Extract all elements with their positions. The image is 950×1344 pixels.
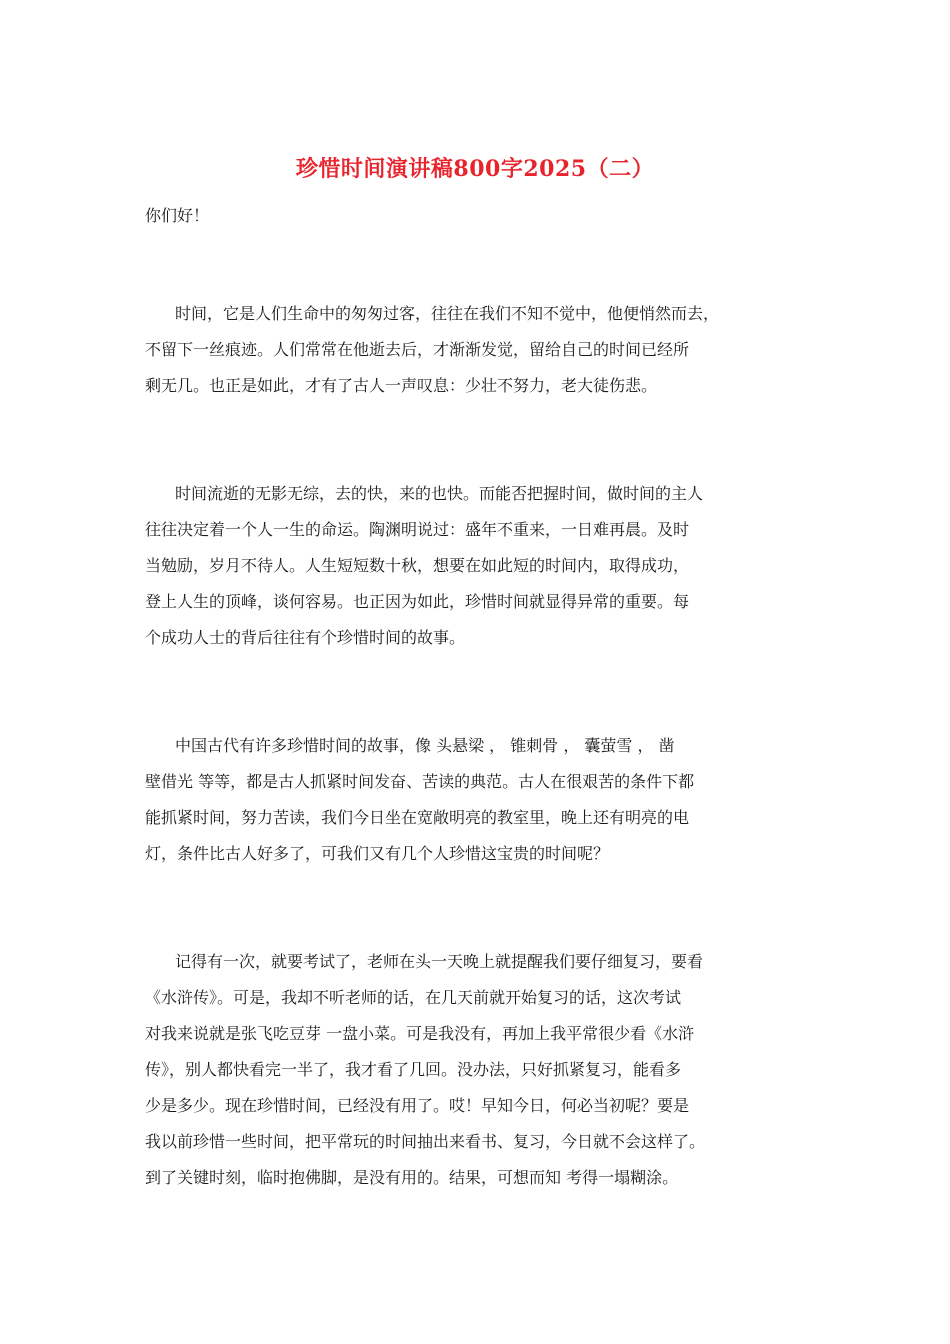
document-title: 珍惜时间演讲稿800字2025（二） xyxy=(295,156,655,182)
greeting: 你们好！ xyxy=(145,206,210,225)
paragraph-line: 少是多少。现在珍惜时间，已经没有用了。哎！早知今日，何必当初呢？要是 xyxy=(145,1096,690,1115)
paragraph-line: 传》，别人都快看完一半了，我才看了几回。没办法，只好抓紧复习，能看多 xyxy=(145,1060,682,1079)
paragraph-line: 时间，它是人们生命中的匆匆过客，往往在我们不知不觉中，他便悄然而去， xyxy=(175,304,720,323)
paragraph-line: 《水浒传》。可是，我却不听老师的话，在几天前就开始复习的话，这次考试 xyxy=(145,988,682,1007)
paragraph-line: 我以前珍惜一些时间，把平常玩的时间抽出来看书、复习，今日就不会这样了。 xyxy=(145,1132,706,1151)
paragraph-line: 往往决定着一个人一生的命运。陶渊明说过：盛年不重来，一日难再晨。及时 xyxy=(145,520,690,539)
paragraph-line: 中国古代有许多珍惜时间的故事，像 头悬梁 ， 锥刺骨 ， 囊萤雪 ， 凿 xyxy=(175,736,675,755)
paragraph-line: 当勉励，岁月不待人。人生短短数十秋，想要在如此短的时间内，取得成功， xyxy=(145,556,690,575)
paragraph-line: 记得有一次，就要考试了，老师在头一天晚上就提醒我们要仔细复习，要看 xyxy=(175,952,704,971)
paragraph-line: 登上人生的顶峰，谈何容易。也正因为如此，珍惜时间就显得异常的重要。每 xyxy=(145,592,690,611)
paragraph-line: 能抓紧时间，努力苦读，我们今日坐在宽敞明亮的教室里，晚上还有明亮的电 xyxy=(145,808,690,827)
paragraph-line: 剩无几。也正是如此，才有了古人一声叹息：少壮不努力，老大徒伤悲。 xyxy=(145,376,658,395)
paragraph-line: 不留下一丝痕迹。人们常常在他逝去后，才渐渐发觉，留给自己的时间已经所 xyxy=(145,340,690,359)
paragraph-3 xyxy=(145,728,815,872)
paragraph-line: 到了关键时刻，临时抱佛脚，是没有用的。结果，可想而知 考得一塌糊涂。 xyxy=(145,1168,679,1187)
paragraph-line: 个成功人士的背后往往有个珍惜时间的故事。 xyxy=(145,628,466,647)
paragraph-2 xyxy=(145,476,815,656)
paragraph-4 xyxy=(145,944,815,1196)
paragraph-line: 壁借光 等等，都是古人抓紧时间发奋、苦读的典范。古人在很艰苦的条件下都 xyxy=(145,772,695,791)
paragraph-1 xyxy=(145,296,815,404)
paragraph-line: 时间流逝的无影无综，去的快，来的也快。而能否把握时间，做时间的主人 xyxy=(175,484,704,503)
paragraph-line: 对我来说就是张飞吃豆芽 一盘小菜。可是我没有，再加上我平常很少看《水浒 xyxy=(145,1024,695,1043)
paragraph-line: 灯，条件比古人好多了，可我们又有几个人珍惜这宝贵的时间呢？ xyxy=(145,844,610,863)
